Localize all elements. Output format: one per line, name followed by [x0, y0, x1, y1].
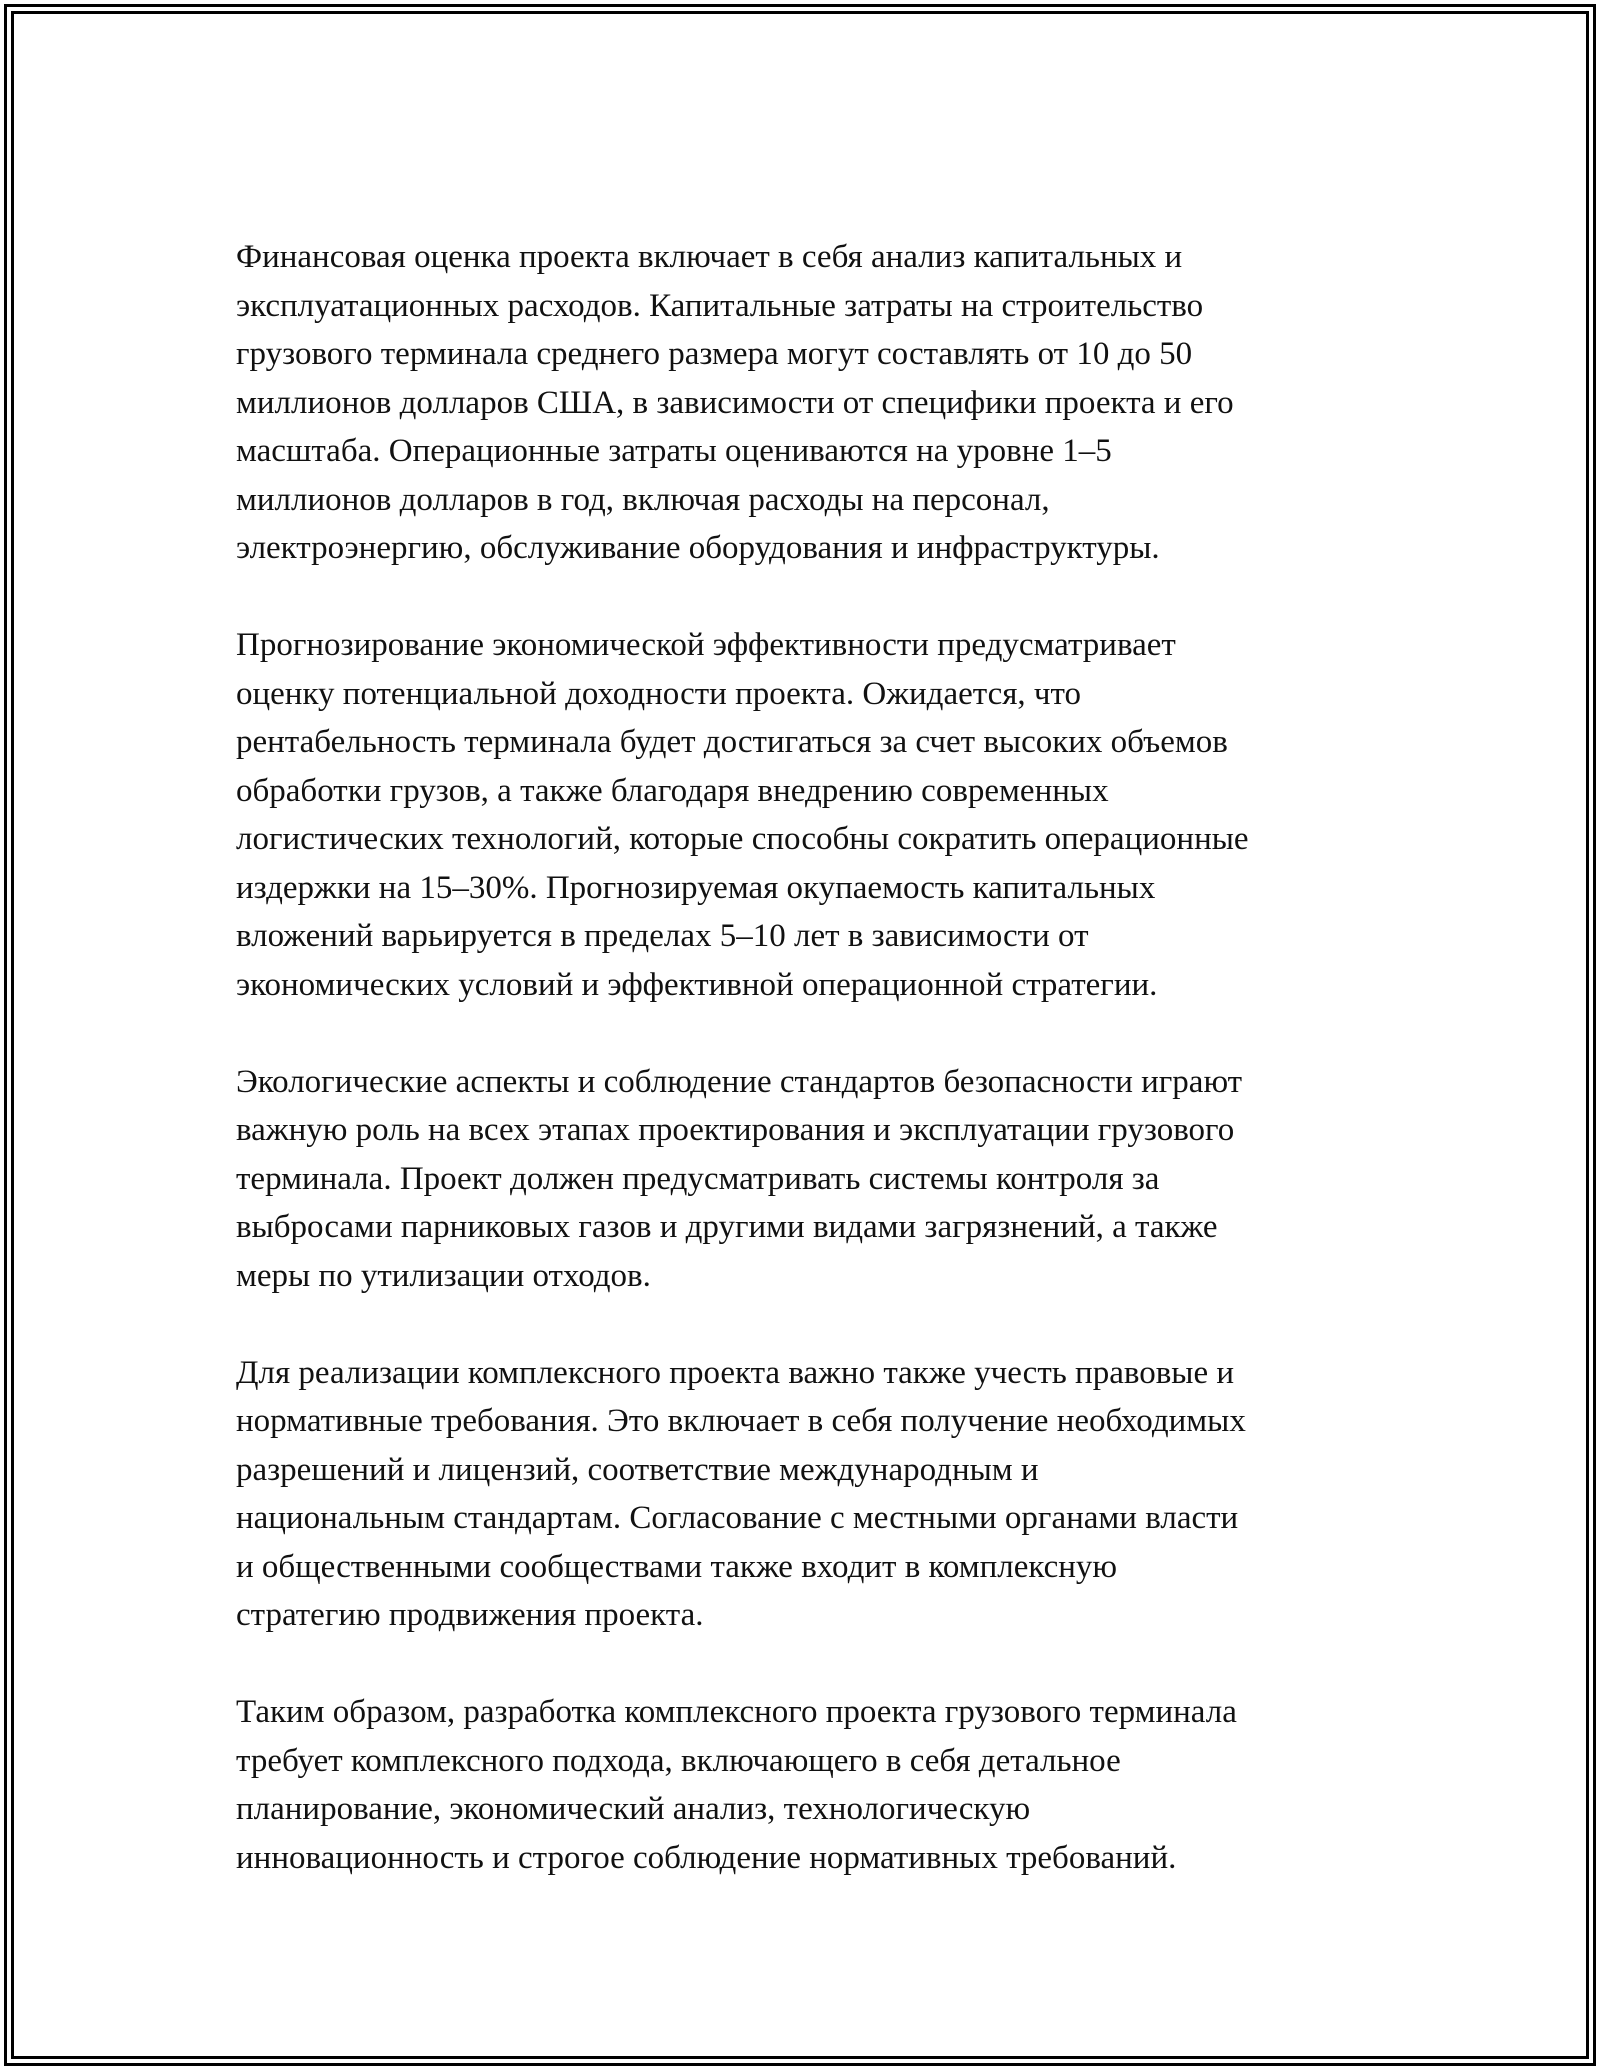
paragraph-economic-forecast: Прогнозирование экономической эффективности предусматривает оценку потенциальной доходности проекта. Ожидается, что рентабельность терминала будет достигаться за счет высоких объемов обработки грузов, а также благодаря внедрению современных логистических технологий, которые способны сократить операционные издержки на 15–30%. Прогнозируемая окупаемость капитальных вложений варьируется в пределах 5–10 лет в зависимости от экономических условий и эффективной операционной стратегии.	[236, 627, 1249, 1003]
paragraph-financial-assessment: Финансовая оценка проекта включает в себя анализ капитальных и эксплуатационных расходов. Капитальные затраты на строительство грузового терминала среднего размера могут составлять от 10 до 50 миллионов долларов США, в зависимости от специфики проекта и его масштаба. Операционные затраты оцениваются на уровне 1–5 миллионов долларов в год, включая расходы на персонал, электроэнергию, обслуживание оборудования и инфраструктуры.	[236, 239, 1234, 566]
paragraph-legal-requirements: Для реализации комплексного проекта важно также учесть правовые и нормативные требования. Это включает в себя получение необходимых разрешений и лицензий, соответствие международным и национальным стандартам. Согласование с местными органами власти и общественными сообществами также входит в комплексную стратегию продвижения проекта.	[236, 1354, 1246, 1633]
paragraph-conclusion: Таким образом, разработка комплексного проекта грузового терминала требует комплексного подхода, включающего в себя детальное планирование, экономический анализ, технологическую инновационность и строгое соблюдение нормативных требований.	[236, 1694, 1237, 1876]
document-body	[236, 233, 1396, 1882]
paragraph-environmental-aspects: Экологические аспекты и соблюдение стандартов безопасности играют важную роль на всех этапах проектирования и эксплуатации грузового терминала. Проект должен предусматривать системы контроля за выбросами парниковых газов и другими видами загрязнений, а также меры по утилизации отходов.	[236, 1063, 1243, 1294]
